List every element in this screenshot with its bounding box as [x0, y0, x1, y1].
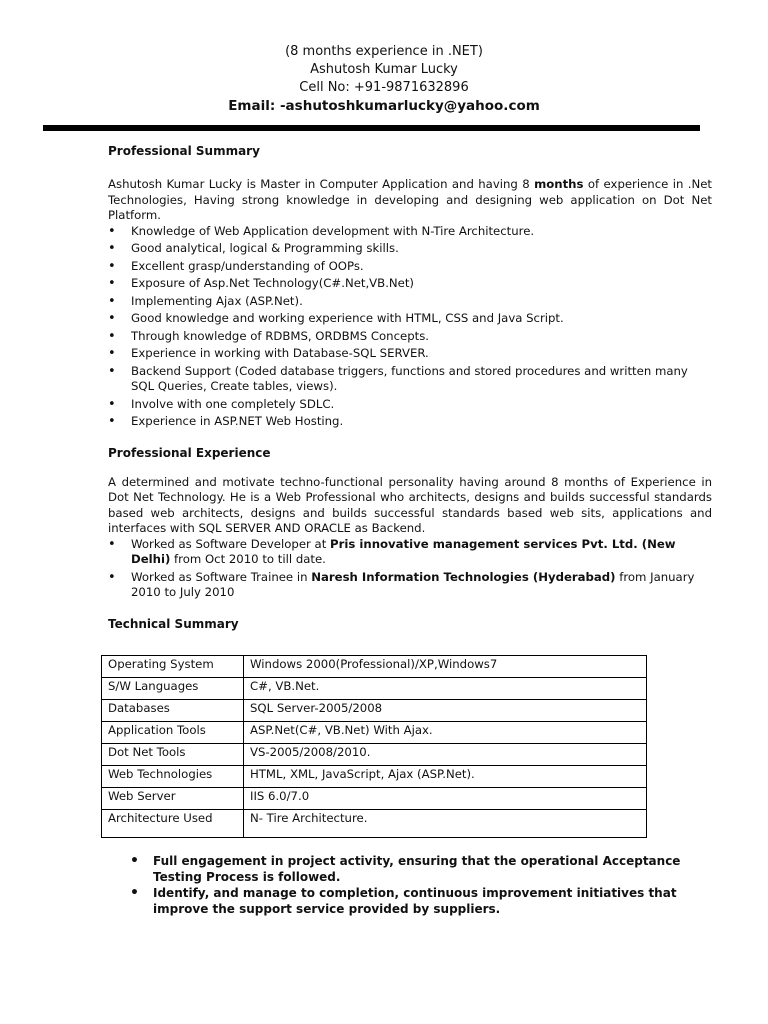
experience-paragraph: A determined and motivate techno-functional personality having around 8 months of Experience in Dot Net Technology. He is a Web Professional who architects, designs and builds successful standards based web architects, designs and builds successful standards based web sits, applications and interfaces with SQL SERVER AND ORACLE as Backend. — [108, 474, 712, 535]
table-row — [102, 700, 647, 722]
job2-prefix: Worked as Software Trainee in — [131, 569, 308, 584]
summary-list — [108, 224, 712, 430]
list-item: • Through knowledge of RDBMS, ORDBMS Concepts. — [108, 329, 712, 345]
list-item: • Experience in ASP.NET Web Hosting. — [108, 414, 712, 430]
table-value: HTML, XML, JavaScript, Ajax (ASP.Net). — [244, 766, 647, 788]
table-key: Architecture Used — [102, 810, 244, 838]
table-key: Databases — [102, 700, 244, 722]
job1-company: Pris innovative management services Pvt. Ltd. (New Delhi) — [131, 536, 676, 566]
table-value: IIS 6.0/7.0 — [244, 788, 647, 810]
table-row — [102, 810, 647, 838]
list-item: • Implementing Ajax (ASP.Net). — [108, 294, 712, 310]
table-value: VS-2005/2008/2010. — [244, 744, 647, 766]
table-key: S/W Languages — [102, 678, 244, 700]
list-item: • Knowledge of Web Application development with N-Tire Architecture. — [108, 224, 712, 240]
table-row — [102, 678, 647, 700]
table-value: SQL Server-2005/2008 — [244, 700, 647, 722]
table-row — [102, 656, 647, 678]
table-value: Windows 2000(Professional)/XP,Windows7 — [244, 656, 647, 678]
closing-list — [130, 854, 702, 918]
summary-heading: Professional Summary — [108, 144, 260, 158]
table-key: Web Technologies — [102, 766, 244, 788]
summary-intro-end: of experience in .Net Technologies, Having strong knowledge in developing and designing web application on Dot Net Platform. — [108, 177, 712, 222]
experience-heading: Professional Experience — [108, 445, 271, 460]
cell-number: Cell No: +91-9871632896 — [299, 80, 469, 95]
table-row — [102, 788, 647, 810]
table-key: Dot Net Tools — [102, 744, 244, 766]
table-value: C#, VB.Net. — [244, 678, 647, 700]
list-item: • Backend Support (Coded database triggers, functions and stored procedures and written many SQL Queries, Create tables, views). — [108, 364, 712, 395]
technical-heading: Technical Summary — [108, 616, 239, 631]
table-row — [102, 722, 647, 744]
job2-suffix: from January 2010 to July 2010 — [131, 569, 695, 599]
list-item: • Good knowledge and working experience with HTML, CSS and Java Script. — [108, 311, 712, 327]
job2-company: Naresh Information Technologies (Hyderabad) — [311, 569, 616, 584]
list-item: • Involve with one completely SDLC. — [108, 397, 712, 413]
job1-prefix: Worked as Software Developer at — [131, 536, 327, 551]
table-row — [102, 766, 647, 788]
list-item: • Experience in working with Database-SQL SERVER. — [108, 346, 712, 362]
list-item: • Good analytical, logical & Programming skills. — [108, 241, 712, 257]
experience-line: (8 months experience in .NET) — [285, 44, 483, 59]
list-item: • Excellent grasp/understanding of OOPs. — [108, 259, 712, 275]
resume-body — [108, 143, 712, 632]
resume-header — [0, 43, 768, 115]
summary-intro — [108, 177, 712, 224]
list-item: • Exposure of Asp.Net Technology(C#.Net,VB.Net) — [108, 276, 712, 292]
email-line: Email: -ashutoshkumarlucky@yahoo.com — [228, 98, 540, 114]
list-item: • Identify, and manage to completion, continuous improvement initiatives that improve the support service provided by suppliers. — [130, 886, 702, 917]
technical-summary-table — [101, 655, 647, 838]
summary-intro-bold: months — [534, 177, 584, 191]
list-item: • Full engagement in project activity, ensuring that the operational Acceptance Testing Process is followed. — [130, 854, 702, 885]
table-value: N- Tire Architecture. — [244, 810, 647, 838]
job-item — [108, 537, 712, 568]
candidate-name: Ashutosh Kumar Lucky — [310, 62, 458, 77]
table-value: ASP.Net(C#, VB.Net) With Ajax. — [244, 722, 647, 744]
table-key: Application Tools — [102, 722, 244, 744]
summary-intro-start: Ashutosh Kumar Lucky is Master in Computer Application and having 8 — [108, 177, 530, 191]
table-key: Web Server — [102, 788, 244, 810]
header-divider — [43, 125, 700, 131]
table-row — [102, 744, 647, 766]
table-key: Operating System — [102, 656, 244, 678]
job-item — [108, 570, 712, 601]
job1-suffix: from Oct 2010 to till date. — [174, 552, 326, 566]
experience-list — [108, 537, 712, 601]
